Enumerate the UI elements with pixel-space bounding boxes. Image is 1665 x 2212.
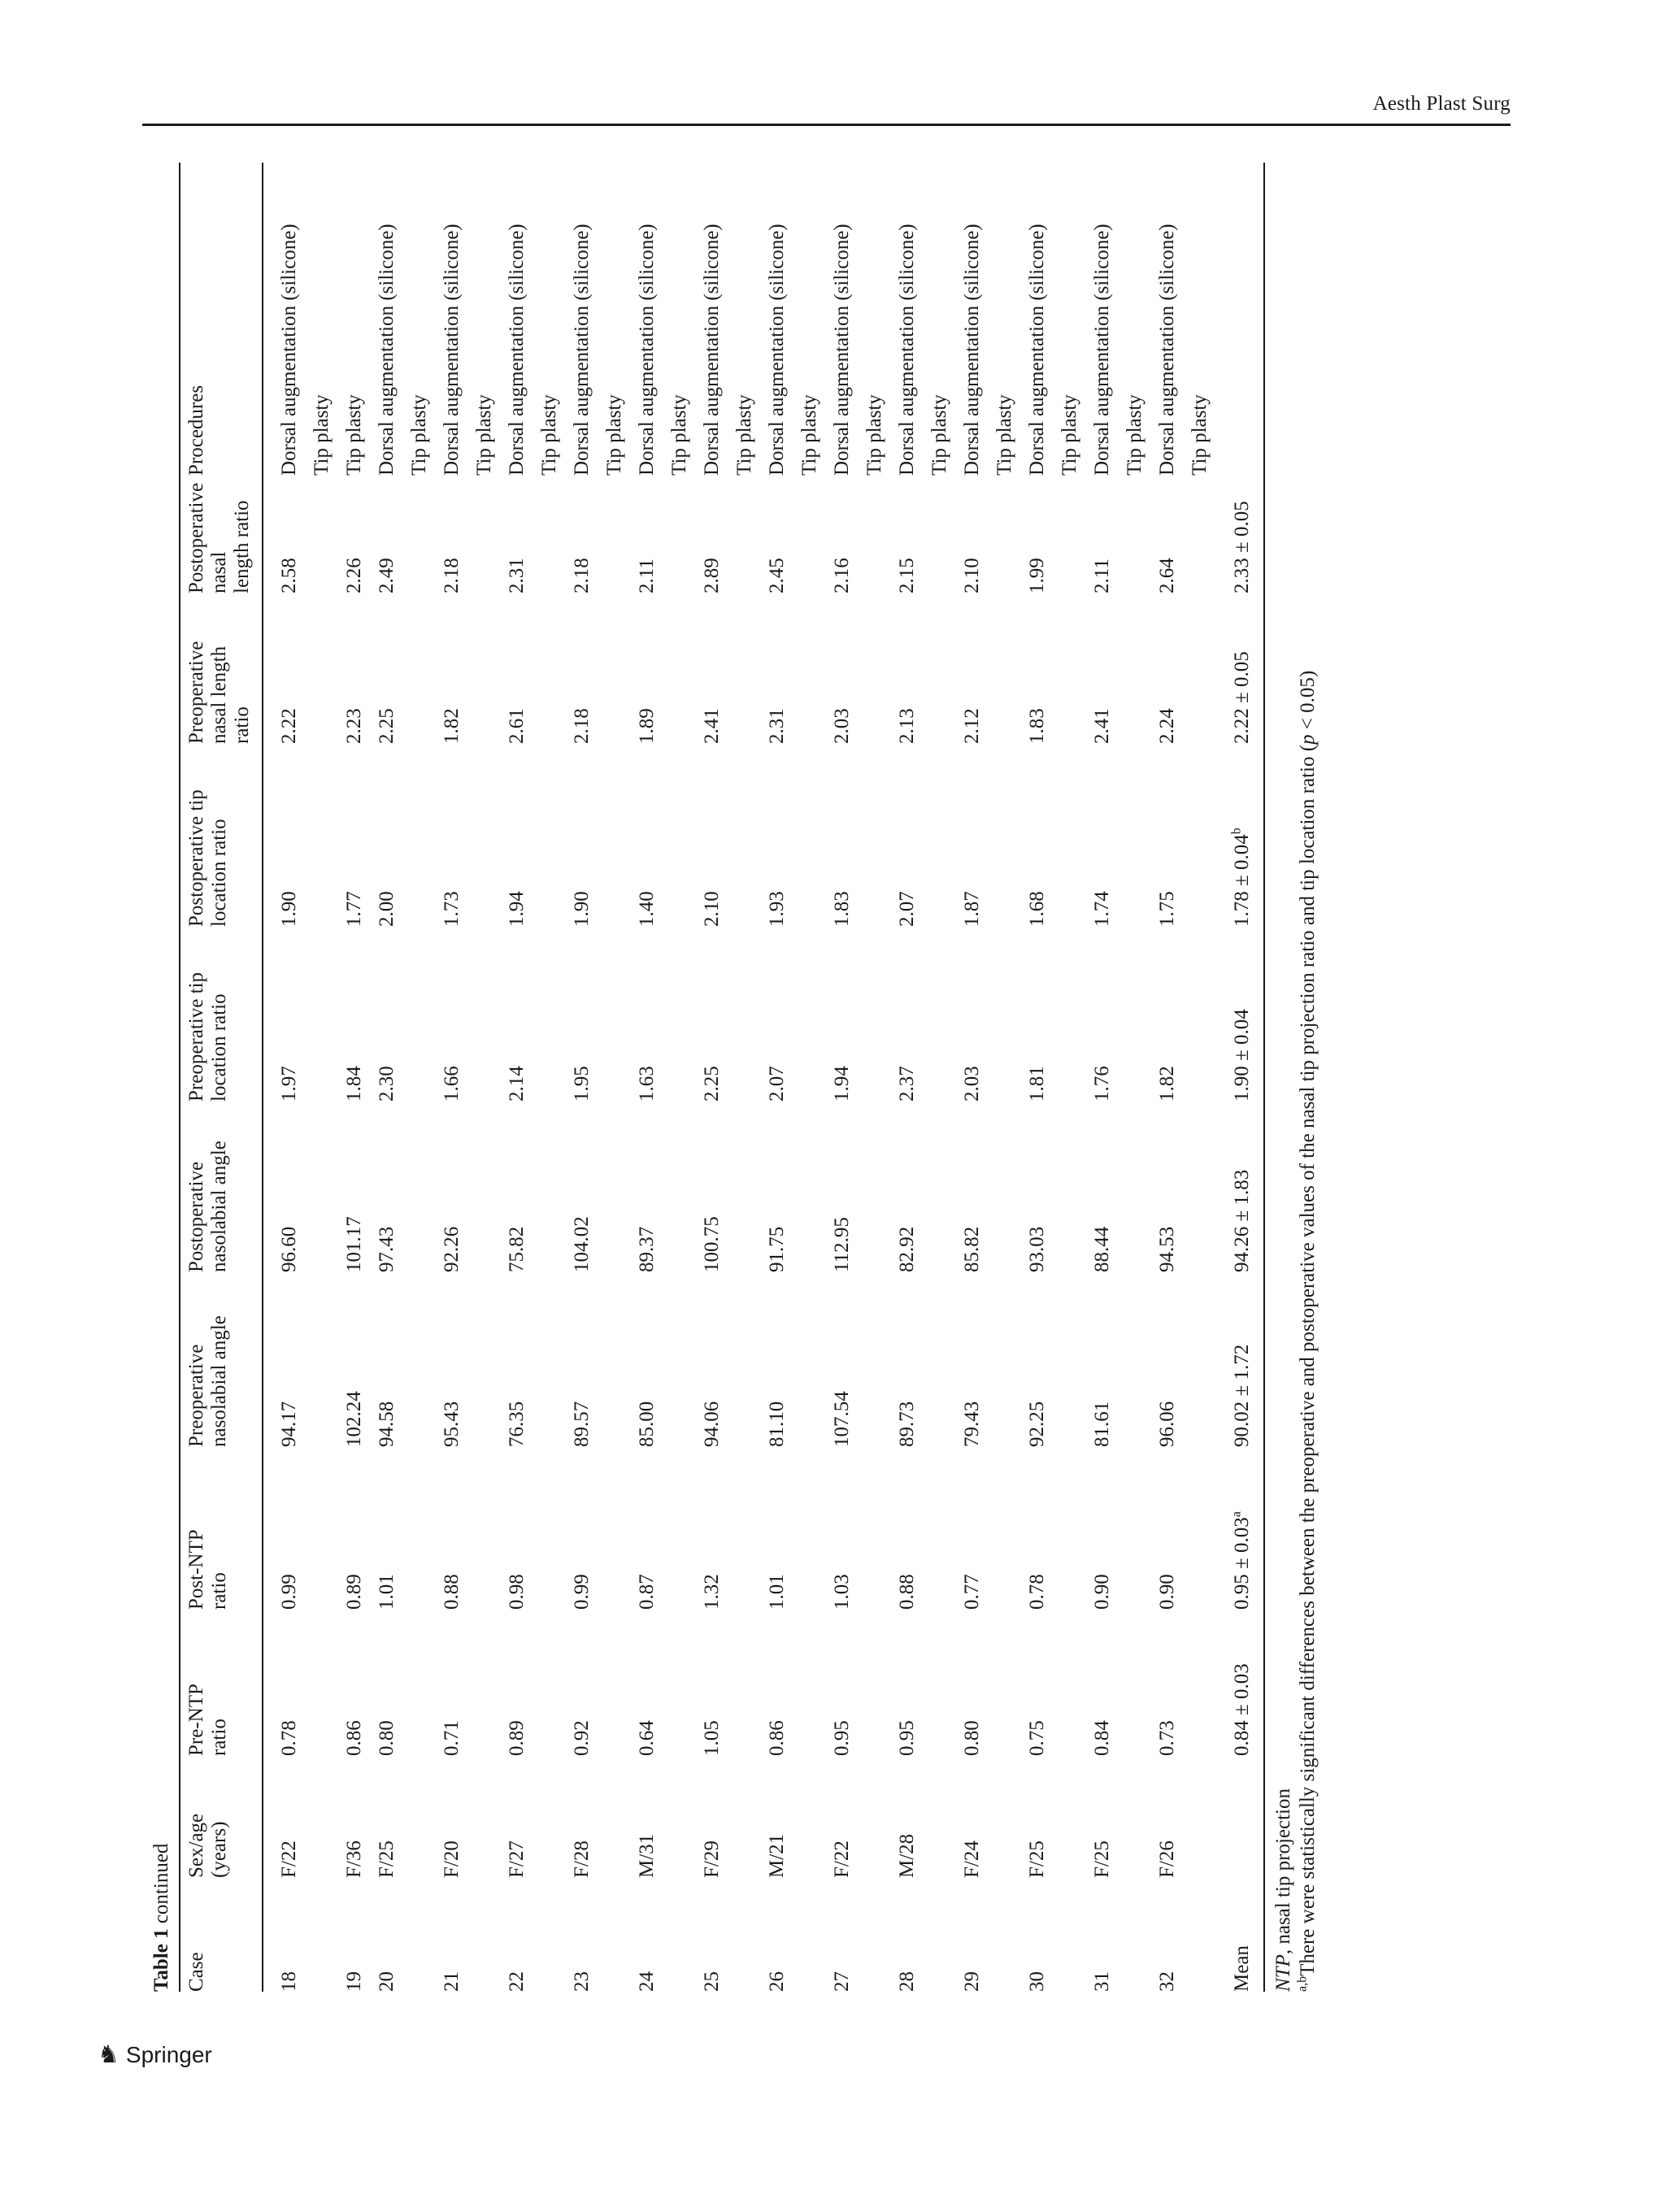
cell-prenla: 92.25 xyxy=(1026,1401,1048,1447)
cell-prentp: 1.05 xyxy=(701,1720,723,1756)
cell-posttip: 1.68 xyxy=(1026,891,1048,927)
cell-postntp: 0.88 xyxy=(896,1574,918,1610)
procedure-line: Tip plasty xyxy=(603,394,625,476)
table-row xyxy=(631,163,696,1992)
cell-prelen: 2.23 xyxy=(343,708,365,744)
cell-postntp: 0.77 xyxy=(961,1574,983,1610)
cell-prelen: 2.03 xyxy=(831,708,853,744)
cell-sexage: F/25 xyxy=(1091,1840,1113,1878)
procedure-line: Tip plasty xyxy=(993,394,1015,476)
cell-prentp: 0.86 xyxy=(766,1720,788,1756)
cell-pretip: 1.84 xyxy=(343,1066,365,1102)
mean-value: 94.26 ± 1.83 xyxy=(1231,1169,1253,1272)
cell-procedures xyxy=(436,163,501,476)
cell-postnla: 92.26 xyxy=(441,1226,463,1272)
cell-prenla: 95.43 xyxy=(441,1401,463,1447)
cell-postnla: 75.82 xyxy=(506,1226,528,1272)
cell-prelen: 1.89 xyxy=(636,708,658,744)
mean-value: 1.90 ± 0.04 xyxy=(1231,1009,1253,1102)
cell-pretip: 2.30 xyxy=(376,1066,398,1102)
cell-prenla: 89.57 xyxy=(571,1401,593,1447)
procedure-line: Dorsal augmentation (silicone) xyxy=(506,224,528,476)
mean-cell-posttip xyxy=(1216,744,1264,927)
cell-pretip: 2.14 xyxy=(506,1066,528,1102)
cell-postnla: 85.82 xyxy=(961,1226,983,1272)
cell-sexage: F/25 xyxy=(376,1840,398,1878)
cell-case: 20 xyxy=(376,1971,398,1992)
cell-prentp: 0.95 xyxy=(896,1720,918,1756)
cell-prelen: 2.25 xyxy=(376,708,398,744)
cell-posttip: 2.07 xyxy=(896,891,918,927)
procedure-line: Tip plasty xyxy=(1059,394,1080,476)
cell-postntp: 0.90 xyxy=(1091,1574,1113,1610)
cell-pretip: 2.07 xyxy=(766,1066,788,1102)
procedure-line: Dorsal augmentation (silicone) xyxy=(1091,224,1113,476)
cell-postnla: 94.53 xyxy=(1156,1226,1178,1272)
cell-prentp: 0.75 xyxy=(1026,1720,1048,1756)
cell-postntp: 0.88 xyxy=(441,1574,463,1610)
table-label: Table 1 xyxy=(150,1928,172,1992)
cell-posttip: 1.40 xyxy=(636,891,658,927)
procedure-line: Tip plasty xyxy=(668,394,690,476)
cell-case: 30 xyxy=(1026,1971,1048,1992)
cell-procedures xyxy=(631,163,696,476)
column-header: Sex/age (years) xyxy=(180,1756,263,1878)
cell-postnla: 89.37 xyxy=(636,1226,658,1272)
publisher-logo xyxy=(98,2040,212,2069)
header-row xyxy=(180,163,263,1992)
mean-cell-postntp xyxy=(1216,1447,1264,1610)
table-row xyxy=(566,163,631,1992)
cell-posttip: 1.77 xyxy=(343,891,365,927)
cell-pretip: 1.63 xyxy=(636,1066,658,1102)
cell-procedures xyxy=(1021,163,1086,476)
cell-postnla: 112.95 xyxy=(831,1217,853,1272)
cell-case: 21 xyxy=(441,1971,463,1992)
mean-cell xyxy=(1216,163,1264,476)
cell-pretip: 2.25 xyxy=(701,1066,723,1102)
cell-prenla: 94.58 xyxy=(376,1401,398,1447)
mean-cell-prenla xyxy=(1216,1272,1264,1447)
cell-postntp: 1.32 xyxy=(701,1574,723,1610)
cell-pretip: 1.95 xyxy=(571,1066,593,1102)
cell-case: 31 xyxy=(1091,1971,1113,1992)
table-body xyxy=(263,163,1264,1992)
column-header: Procedures xyxy=(180,163,263,476)
cell-prentp: 0.92 xyxy=(571,1720,593,1756)
significance-text: There were statistically significant differences between the preoperative and postoperative values of the nasal tip projection ratio and tip location ratio ( xyxy=(1297,744,1319,1976)
cell-postntp: 1.01 xyxy=(376,1574,398,1610)
cell-prenla: 79.43 xyxy=(961,1401,983,1447)
cell-sexage: F/26 xyxy=(1156,1840,1178,1878)
cell-postlen: 2.18 xyxy=(571,558,593,593)
mean-value: Mean xyxy=(1231,1945,1253,1992)
cell-pretip: 2.03 xyxy=(961,1066,983,1102)
table-row xyxy=(696,163,761,1992)
procedure-line: Tip plasty xyxy=(408,394,430,476)
cell-prenla: 76.35 xyxy=(506,1401,528,1447)
cell-postlen: 1.99 xyxy=(1026,558,1048,593)
cell-postntp: 0.99 xyxy=(571,1574,593,1610)
cell-prentp: 0.78 xyxy=(278,1720,300,1756)
cell-postntp: 0.89 xyxy=(343,1574,365,1610)
cell-pretip: 1.76 xyxy=(1091,1066,1113,1102)
mean-value: 90.02 ± 1.72 xyxy=(1231,1344,1253,1447)
data-table xyxy=(179,163,1265,1992)
cell-postnla: 97.43 xyxy=(376,1226,398,1272)
p-threshold: < 0.05) xyxy=(1297,670,1319,735)
cell-postnla: 104.02 xyxy=(571,1216,593,1272)
cell-postnla: 100.75 xyxy=(701,1216,723,1272)
cell-case: 27 xyxy=(831,1971,853,1992)
cell-postntp: 1.03 xyxy=(831,1574,853,1610)
procedure-line: Tip plasty xyxy=(733,394,755,476)
mean-value: 2.33 ± 0.05 xyxy=(1231,501,1253,593)
procedure-line: Dorsal augmentation (silicone) xyxy=(701,224,723,476)
cell-prentp: 0.64 xyxy=(636,1720,658,1756)
mean-value: 0.95 ± 0.03 xyxy=(1231,1517,1253,1610)
cell-prentp: 0.80 xyxy=(961,1720,983,1756)
cell-postlen: 2.31 xyxy=(506,558,528,593)
cell-pretip: 1.82 xyxy=(1156,1066,1178,1102)
abbrev-note xyxy=(1272,163,1296,1992)
column-header: Pre-NTP ratio xyxy=(180,1610,263,1756)
mean-cell-prelen xyxy=(1216,593,1264,744)
cell-posttip: 1.93 xyxy=(766,891,788,927)
cell-prelen: 2.41 xyxy=(701,708,723,744)
column-header: Preoperative nasolabial angle xyxy=(180,1272,263,1447)
cell-prelen: 1.83 xyxy=(1026,708,1048,744)
cell-procedures xyxy=(696,163,761,476)
cell-postlen: 2.64 xyxy=(1156,558,1178,593)
procedure-line: Dorsal augmentation (silicone) xyxy=(1156,224,1178,476)
cell-case: 28 xyxy=(896,1971,918,1992)
procedure-line: Dorsal augmentation (silicone) xyxy=(278,224,300,476)
cell-posttip: 1.83 xyxy=(831,891,853,927)
cell-case: 23 xyxy=(571,1971,593,1992)
cell-prelen: 2.13 xyxy=(896,708,918,744)
cell-sexage: F/22 xyxy=(278,1840,300,1878)
cell-postlen: 2.49 xyxy=(376,558,398,593)
cell-prenla: 94.17 xyxy=(278,1401,300,1447)
cell-posttip: 2.00 xyxy=(376,891,398,927)
cell-posttip: 1.90 xyxy=(571,891,593,927)
cell-postnla: 91.75 xyxy=(766,1226,788,1272)
cell-prenla: 85.00 xyxy=(636,1401,658,1447)
table-notes xyxy=(1272,163,1320,1992)
p-symbol: p xyxy=(1297,734,1319,745)
cell-sexage: F/22 xyxy=(831,1840,853,1878)
cell-prentp: 0.73 xyxy=(1156,1720,1178,1756)
table-caption xyxy=(145,163,179,1992)
cell-sexage: F/20 xyxy=(441,1840,463,1878)
table-row xyxy=(891,163,956,1992)
table-row xyxy=(956,163,1021,1992)
column-header: Postoperative nasal length ratio xyxy=(180,476,263,593)
mean-value: 2.22 ± 0.05 xyxy=(1231,651,1253,744)
cell-prentp: 0.84 xyxy=(1091,1720,1113,1756)
procedure-line: Dorsal augmentation (silicone) xyxy=(961,224,983,476)
procedure-line: Tip plasty xyxy=(1124,394,1146,476)
cell-prelen: 1.82 xyxy=(441,708,463,744)
cell-sexage: F/24 xyxy=(961,1840,983,1878)
cell-postntp: 0.90 xyxy=(1156,1574,1178,1610)
mean-cell-postlen xyxy=(1216,476,1264,593)
procedure-line: Dorsal augmentation (silicone) xyxy=(896,224,918,476)
procedure-line: Tip plasty xyxy=(928,394,950,476)
cell-pretip: 1.81 xyxy=(1026,1066,1048,1102)
cell-procedures xyxy=(263,163,338,476)
cell-sexage: F/27 xyxy=(506,1840,528,1878)
cell-postntp: 0.78 xyxy=(1026,1574,1048,1610)
cell-procedures xyxy=(761,163,826,476)
abbrev-definition: , nasal tip projection xyxy=(1272,1788,1294,1955)
cell-sexage: F/28 xyxy=(571,1840,593,1878)
procedure-line: Dorsal augmentation (silicone) xyxy=(376,224,398,476)
cell-postnla: 96.60 xyxy=(278,1226,300,1272)
table-row xyxy=(1151,163,1216,1992)
cell-postnla: 88.44 xyxy=(1091,1226,1113,1272)
cell-pretip: 2.37 xyxy=(896,1066,918,1102)
cell-postlen: 2.11 xyxy=(1091,558,1113,593)
table-row xyxy=(501,163,566,1992)
cell-postlen: 2.16 xyxy=(831,558,853,593)
column-header: Postoperative nasolabial angle xyxy=(180,1102,263,1272)
procedure-line: Dorsal augmentation (silicone) xyxy=(441,224,463,476)
cell-postnla: 101.17 xyxy=(343,1216,365,1272)
cell-posttip: 1.74 xyxy=(1091,891,1113,927)
cell-prelen: 2.24 xyxy=(1156,708,1178,744)
cell-postntp: 0.99 xyxy=(278,1574,300,1610)
mean-cell-prentp xyxy=(1216,1610,1264,1756)
cell-procedures xyxy=(1086,163,1151,476)
cell-case: 18 xyxy=(278,1971,300,1992)
table-row xyxy=(761,163,826,1992)
cell-pretip: 1.94 xyxy=(831,1066,853,1102)
cell-prenla: 89.73 xyxy=(896,1401,918,1447)
publisher-name: Springer xyxy=(125,2041,212,2067)
cell-prelen: 2.31 xyxy=(766,708,788,744)
procedure-line: Dorsal augmentation (silicone) xyxy=(636,224,658,476)
table-caption-text: continued xyxy=(150,1843,172,1924)
cell-postnla: 93.03 xyxy=(1026,1226,1048,1272)
cell-prenla: 81.61 xyxy=(1091,1401,1113,1447)
cell-procedures xyxy=(891,163,956,476)
significance-note xyxy=(1296,163,1320,1992)
cell-case: 25 xyxy=(701,1971,723,1992)
table-header xyxy=(180,163,263,1992)
rotated-table-block xyxy=(145,163,1445,1992)
journal-title: Aesth Plast Surg xyxy=(1372,93,1511,115)
table-row xyxy=(436,163,501,1992)
cell-posttip: 2.10 xyxy=(701,891,723,927)
cell-posttip: 1.73 xyxy=(441,891,463,927)
column-header: Postoperative tip location ratio xyxy=(180,744,263,927)
cell-sexage: F/36 xyxy=(343,1840,365,1878)
cell-posttip: 1.87 xyxy=(961,891,983,927)
cell-sexage: M/28 xyxy=(896,1833,918,1878)
procedure-line: Tip plasty xyxy=(473,394,495,476)
cell-sexage: M/31 xyxy=(636,1833,658,1878)
column-header: Preoperative nasal length ratio xyxy=(180,593,263,744)
cell-posttip: 1.94 xyxy=(506,891,528,927)
cell-postlen: 2.26 xyxy=(343,558,365,593)
cell-sexage: F/29 xyxy=(701,1840,723,1878)
cell-postlen: 2.89 xyxy=(701,558,723,593)
procedure-line: Tip plasty xyxy=(343,394,365,476)
springer-horse-icon: ♞ xyxy=(98,2041,120,2068)
cell-postlen: 2.18 xyxy=(441,558,463,593)
cell-case: 24 xyxy=(636,1971,658,1992)
cell-prenla: 102.24 xyxy=(343,1391,365,1447)
mean-cell-pretip xyxy=(1216,927,1264,1102)
mean-cell-postnla xyxy=(1216,1102,1264,1272)
table-row xyxy=(371,163,436,1992)
cell-postntp: 1.01 xyxy=(766,1574,788,1610)
cell-prelen: 2.61 xyxy=(506,708,528,744)
cell-prelen: 2.41 xyxy=(1091,708,1113,744)
cell-procedures xyxy=(956,163,1021,476)
cell-prentp: 0.71 xyxy=(441,1720,463,1756)
cell-prenla: 96.06 xyxy=(1156,1401,1178,1447)
mean-row xyxy=(1216,163,1264,1992)
cell-prelen: 2.22 xyxy=(278,708,300,744)
column-header: Post-NTP ratio xyxy=(180,1447,263,1610)
table-row xyxy=(826,163,891,1992)
abbrev-term: NTP xyxy=(1272,1954,1294,1992)
procedure-line: Dorsal augmentation (silicone) xyxy=(766,224,788,476)
header-rule xyxy=(142,124,1511,126)
cell-postlen: 2.45 xyxy=(766,558,788,593)
cell-procedures xyxy=(338,163,371,476)
cell-prelen: 2.18 xyxy=(571,708,593,744)
cell-postntp: 0.87 xyxy=(636,1574,658,1610)
cell-postntp: 0.98 xyxy=(506,1574,528,1610)
procedure-line: Dorsal augmentation (silicone) xyxy=(831,224,853,476)
cell-pretip: 1.66 xyxy=(441,1066,463,1102)
cell-procedures xyxy=(566,163,631,476)
cell-case: 26 xyxy=(766,1971,788,1992)
mean-value: 0.84 ± 0.03 xyxy=(1231,1663,1253,1756)
procedure-line: Tip plasty xyxy=(538,394,560,476)
cell-prelen: 2.12 xyxy=(961,708,983,744)
cell-postlen: 2.15 xyxy=(896,558,918,593)
column-header: Preoperative tip location ratio xyxy=(180,927,263,1102)
cell-prenla: 107.54 xyxy=(831,1391,853,1447)
cell-procedures xyxy=(371,163,436,476)
cell-postlen: 2.11 xyxy=(636,558,658,593)
cell-postlen: 2.10 xyxy=(961,558,983,593)
cell-procedures xyxy=(501,163,566,476)
procedure-line: Tip plasty xyxy=(863,394,885,476)
mean-cell xyxy=(1216,1756,1264,1878)
cell-case: 29 xyxy=(961,1971,983,1992)
table-row xyxy=(338,163,371,1992)
procedure-line: Tip plasty xyxy=(1189,394,1211,476)
table-row xyxy=(263,163,338,1992)
cell-procedures xyxy=(1151,163,1216,476)
cell-case: 22 xyxy=(506,1971,528,1992)
cell-prentp: 0.86 xyxy=(343,1720,365,1756)
table-row xyxy=(1086,163,1151,1992)
cell-prentp: 0.80 xyxy=(376,1720,398,1756)
cell-case: 32 xyxy=(1156,1971,1178,1992)
procedure-line: Dorsal augmentation (silicone) xyxy=(1026,224,1048,476)
significance-marks: a,b xyxy=(1295,1975,1310,1992)
cell-prentp: 0.89 xyxy=(506,1720,528,1756)
cell-sexage: F/25 xyxy=(1026,1840,1048,1878)
cell-postlen: 2.58 xyxy=(278,558,300,593)
table-row xyxy=(1021,163,1086,1992)
cell-posttip: 1.90 xyxy=(278,891,300,927)
mean-cell-label xyxy=(1216,1878,1264,1992)
cell-posttip: 1.75 xyxy=(1156,891,1178,927)
cell-pretip: 1.97 xyxy=(278,1066,300,1102)
procedure-line: Tip plasty xyxy=(311,394,333,476)
cell-procedures xyxy=(826,163,891,476)
column-header: Case xyxy=(180,1878,263,1992)
cell-case: 19 xyxy=(343,1971,365,1992)
procedure-line: Tip plasty xyxy=(798,394,820,476)
procedure-line: Dorsal augmentation (silicone) xyxy=(571,224,593,476)
mean-value: 1.78 ± 0.04 xyxy=(1231,834,1253,927)
cell-postnla: 82.92 xyxy=(896,1226,918,1272)
cell-prenla: 81.10 xyxy=(766,1401,788,1447)
cell-sexage: M/21 xyxy=(766,1833,788,1878)
footnote-mark: b xyxy=(1229,828,1244,835)
cell-prentp: 0.95 xyxy=(831,1720,853,1756)
cell-prenla: 94.06 xyxy=(701,1401,723,1447)
footnote-mark: a xyxy=(1229,1511,1244,1518)
